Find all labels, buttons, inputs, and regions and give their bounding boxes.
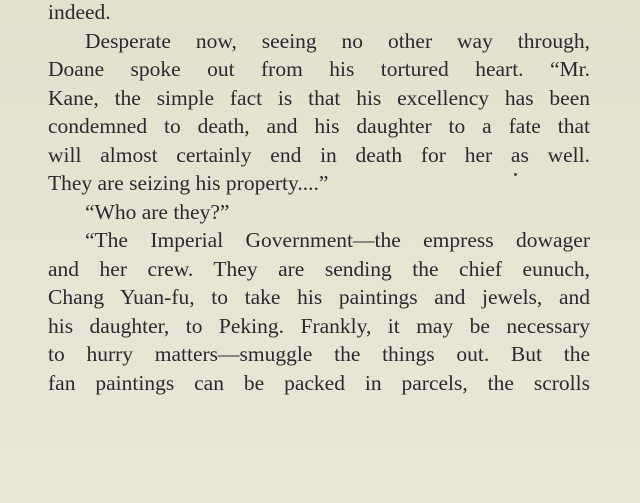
text-line: fan paintings can be packed in parcels, the scrolls	[48, 370, 590, 395]
text-line: to hurry matters—smuggle the things out. But the	[48, 342, 590, 366]
paragraph-start-line: “The Imperial Government—the empress dowager	[85, 228, 590, 252]
ink-speck	[514, 173, 517, 176]
text-line: Doane spoke out from his tortured heart. “Mr.	[48, 57, 590, 81]
text-line: will almost certainly end in death for her as well.	[48, 142, 590, 167]
text-line: condemned to death, and his daughter to a fate that	[48, 114, 590, 138]
text-line: his daughter, to Peking. Frankly, it may be necessary	[48, 313, 590, 338]
page-text	[48, 0, 590, 397]
text-line: Kane, the simple fact is that his excellency has been	[48, 85, 590, 110]
text-line: They are seizing his property....”	[48, 171, 329, 195]
paragraph-start-line: Desperate now, seeing no other way through,	[85, 28, 590, 53]
text-line: and her crew. They are sending the chief eunuch,	[48, 256, 590, 281]
text-line: Chang Yuan-fu, to take his paintings and jewels, and	[48, 285, 590, 309]
text-line: indeed.	[48, 0, 111, 24]
dialogue-line: “Who are they?”	[85, 199, 230, 224]
